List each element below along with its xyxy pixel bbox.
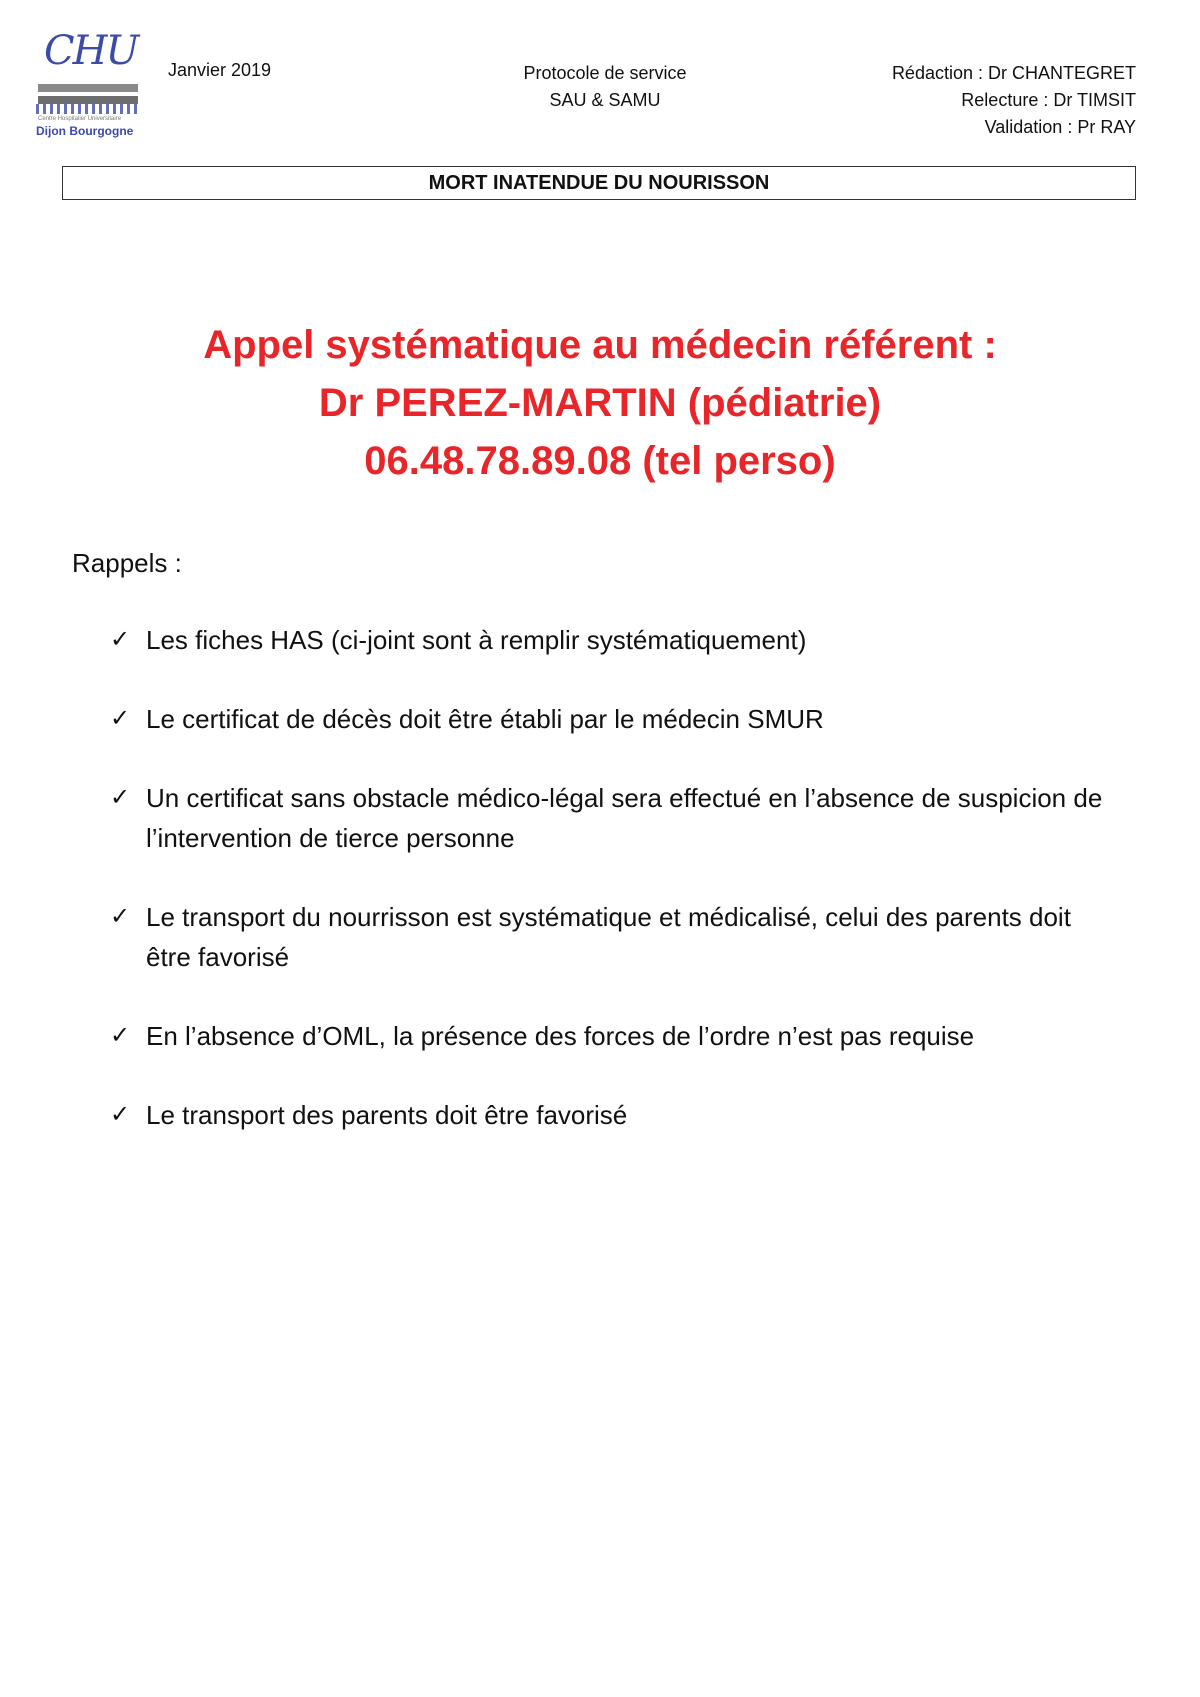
document-title: MORT INATENDUE DU NOURISSON bbox=[62, 166, 1136, 200]
item-text: Le transport du nourrisson est systématique et médicalisé, celui des parents doit être favorisé bbox=[146, 902, 1071, 972]
item-text: En l’absence d’OML, la présence des forces de l’ordre n’est pas requise bbox=[146, 1021, 975, 1051]
item-text: Les fiches HAS (ci-joint sont à remplir systématiquement) bbox=[146, 625, 807, 655]
check-icon: ✓ bbox=[110, 1101, 131, 1128]
logo-bar bbox=[38, 84, 138, 92]
rappels-heading: Rappels : bbox=[72, 548, 182, 578]
list-item bbox=[110, 699, 1110, 739]
item-text: Un certificat sans obstacle médico-légal sera effectué en l’absence de suspicion de l’intervention de tierce personne bbox=[146, 783, 1103, 853]
check-icon: ✓ bbox=[110, 903, 131, 930]
referent-name: Dr PEREZ-MARTIN (pédiatrie) bbox=[318, 381, 882, 425]
logo-stripes bbox=[36, 104, 141, 114]
check-icon: ✓ bbox=[110, 705, 131, 732]
alert-line: Appel systématique au médecin référent : bbox=[203, 323, 997, 367]
item-text: Le transport des parents doit être favorisé bbox=[146, 1100, 628, 1130]
check-icon: ✓ bbox=[110, 784, 131, 811]
referent-phone: 06.48.78.89.08 (tel perso) bbox=[364, 439, 836, 483]
check-icon: ✓ bbox=[110, 1022, 131, 1049]
authors-block bbox=[892, 60, 1136, 141]
protocol-service: SAU & SAMU bbox=[549, 90, 661, 110]
logo-bar bbox=[38, 96, 138, 104]
chu-logo bbox=[36, 28, 146, 138]
rappels-list bbox=[110, 620, 1110, 1174]
logo-city: Dijon Bourgogne bbox=[36, 124, 134, 138]
item-text: Le certificat de décès doit être établi par le médecin SMUR bbox=[146, 704, 824, 734]
list-item bbox=[110, 1016, 1110, 1056]
protocol-line: Protocole de service bbox=[523, 63, 687, 83]
validation: Validation : Pr RAY bbox=[984, 117, 1136, 137]
relecture: Relecture : Dr TIMSIT bbox=[961, 90, 1136, 110]
list-item bbox=[110, 620, 1110, 660]
check-icon: ✓ bbox=[110, 626, 131, 653]
list-item bbox=[110, 1095, 1110, 1135]
protocol-info bbox=[480, 60, 730, 114]
list-item bbox=[110, 778, 1110, 858]
logo-text: CHU bbox=[44, 28, 138, 74]
document-date: Janvier 2019 bbox=[168, 60, 272, 80]
logo-subtitle: Centre Hospitalier Universitaire bbox=[38, 116, 122, 122]
list-item bbox=[110, 897, 1110, 977]
redaction: Rédaction : Dr CHANTEGRET bbox=[891, 63, 1136, 83]
referent-alert bbox=[0, 316, 1200, 490]
